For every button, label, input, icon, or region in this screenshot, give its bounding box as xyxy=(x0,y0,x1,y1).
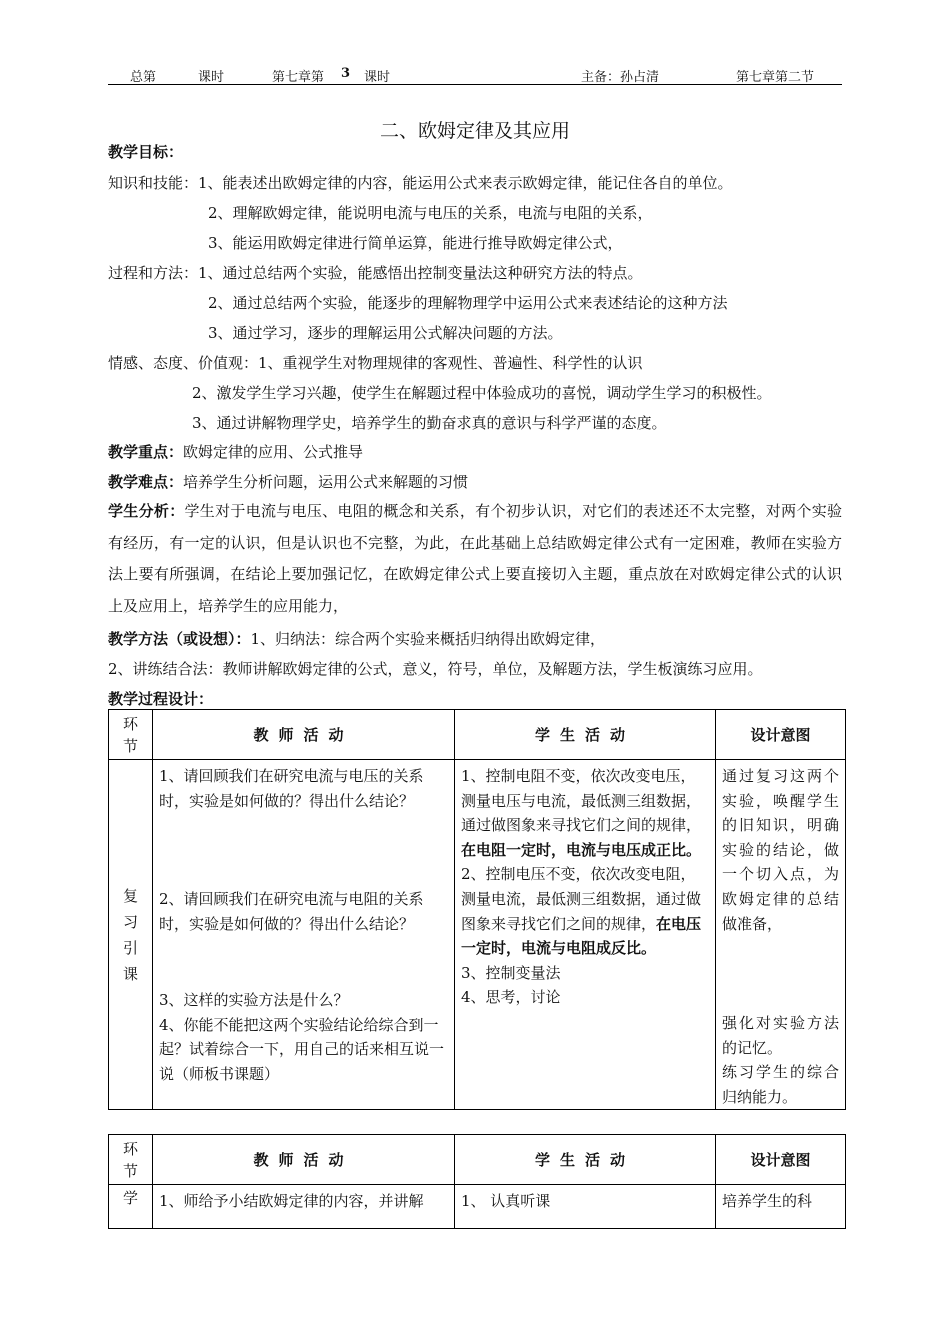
header-lesson-number: 3 xyxy=(341,66,351,81)
intent-2: 强化对实验方法的记忆。 xyxy=(722,1014,839,1057)
header-hours2: 课时 xyxy=(364,70,391,85)
method-text-1: 1、归纳法：综合两个实验来概括归纳得出欧姆定律， xyxy=(250,630,606,648)
method-text-2: 2、讲练结合法：教师讲解欧姆定律的公式，意义，符号，单位，及解题方法，学生板演练习应用。 xyxy=(108,660,763,678)
design-label: 教学过程设计： xyxy=(108,690,214,708)
header-intent-2: 设计意图 xyxy=(716,1135,846,1185)
teacher-q4: 4、你能不能把这两个实验结论给综合到一起？试着综合一下，用自己的话来相互说一说（师板书课题） xyxy=(159,1015,445,1083)
design-intent-2: 培养学生的科 xyxy=(716,1185,846,1229)
student-a2-conclusion: 在电压一定时，电流与电阻成反比。 xyxy=(461,914,702,958)
teaching-method xyxy=(108,628,605,649)
teacher-activities xyxy=(153,760,455,1110)
teacher-q2: 2、请回顾我们在研究电流与电阻的关系时，实验是如何做的？得出什么结论？ xyxy=(159,890,424,933)
student-activity-2: 1、 认真听课 xyxy=(455,1185,716,1229)
student-activities xyxy=(455,760,716,1110)
goal-emotion-2: 2、激发学生学习兴趣，使学生在解题过程中体验成功的喜悦，调动学生学习的积极性。 xyxy=(192,384,772,402)
header-teacher: 教师活动 xyxy=(153,710,455,760)
intent-3: 练习学生的综合归纳能力。 xyxy=(722,1063,839,1106)
header-intent: 设计意图 xyxy=(716,710,846,760)
key-points xyxy=(108,441,363,462)
key-text: 欧姆定律的应用、公式推导 xyxy=(183,443,364,461)
goal-emotion-1: 情感、态度、价值观：1、重视学生对物理规律的客观性、普遍性、科学性的认识 xyxy=(108,354,643,372)
goals-label: 教学目标： xyxy=(108,143,184,161)
header-stage-2: 环节 xyxy=(109,1135,153,1185)
difficulty-points xyxy=(108,471,468,492)
student-a2-text: 2、控制电压不变，依次改变电阻，测量电流，最低测三组数据，通过做图象来寻找它们之间的规律， xyxy=(461,865,702,933)
process-table-2 xyxy=(108,1134,846,1229)
header-section: 第七章第二节 xyxy=(736,70,815,85)
teacher-activity-2: 1、师给予小结欧姆定律的内容，并讲解 xyxy=(153,1185,455,1229)
goal-knowledge-3: 3、能运用欧姆定律进行简单运算，能进行推导欧姆定律公式， xyxy=(208,234,623,252)
header-student-2: 学生活动 xyxy=(455,1135,716,1185)
goal-process-2: 2、通过总结两个实验，能逐步的理解物理学中运用公式来表述结论的这种方法 xyxy=(208,294,728,312)
student-a1-text: 1、控制电阻不变，依次改变电压，测量电压与电流，最低测三组数据，通过做图象来寻找它们之间的规律， xyxy=(461,767,702,835)
goal-process-1: 过程和方法：1、通过总结两个实验，能感悟出控制变量法这种研究方法的特点。 xyxy=(108,264,643,282)
goal-emotion-3: 3、通过讲解物理学史，培养学生的勤奋求真的意识与科学严谨的态度。 xyxy=(192,414,667,432)
intent-1: 通过复习这两个实验，唤醒学生的旧知识，明确实验的结论，做一个切入点，为欧姆定律的总结做准备， xyxy=(722,767,839,933)
header-total: 总第 xyxy=(130,70,157,85)
goal-knowledge-2: 2、理解欧姆定律，能说明电流与电压的关系，电流与电阻的关系， xyxy=(208,204,653,222)
student-a3: 3、控制变量法 xyxy=(461,963,561,982)
header-stage: 环节 xyxy=(109,710,153,760)
process-table-1 xyxy=(108,709,846,1110)
header-chapter: 第七章第 xyxy=(272,70,325,85)
stage-review: 复习引课 xyxy=(109,760,153,1110)
teacher-q3: 3、这样的实验方法是什么？ xyxy=(159,991,349,1009)
header-teacher-2: 教师活动 xyxy=(153,1135,455,1185)
difficulty-label: 教学难点： xyxy=(108,473,184,491)
goal-process-3: 3、通过学习，逐步的理解运用公式解决问题的方法。 xyxy=(208,324,563,342)
difficulty-text: 培养学生分析问题，运用公式来解题的习惯 xyxy=(183,473,469,491)
header-student: 学生活动 xyxy=(455,710,716,760)
page-title: 二、欧姆定律及其应用 xyxy=(379,120,570,142)
analysis-label: 学生分析： xyxy=(108,502,185,520)
header-hours: 课时 xyxy=(198,70,225,85)
analysis-text: 学生对于电流与电压、电阻的概念和关系，有个初步认识，对它们的表述还不太完整，对两个实验有经历，有一定的认识，但是认识也不完整，为此，在此基础上总结欧姆定律公式有一定困难，教师在实验方法上要有所强调，在结论上要加强记忆，在欧姆定律公式上要直接切入主题，重点放在对欧姆定律公式的认识上及应用上，培养学生的应用能力， xyxy=(108,502,842,615)
header-rule xyxy=(108,84,842,85)
method-label: 教学方法（或设想）： xyxy=(108,630,251,648)
key-label: 教学重点： xyxy=(108,443,184,461)
teacher-q1: 1、请回顾我们在研究电流与电压的关系时，实验是如何做的？得出什么结论？ xyxy=(159,767,424,810)
design-intents xyxy=(716,760,846,1110)
student-a4: 4、思考，讨论 xyxy=(461,988,561,1007)
goal-knowledge-1: 知识和技能：1、能表述出欧姆定律的内容，能运用公式来表示欧姆定律，能记住各自的单位。 xyxy=(108,174,733,192)
student-a1-conclusion: 在电阻一定时，电流与电压成正比。 xyxy=(461,840,702,859)
student-a1 xyxy=(461,764,709,862)
student-a2 xyxy=(461,862,709,960)
student-analysis xyxy=(108,496,842,622)
stage-learn: 学 xyxy=(109,1185,153,1229)
header-author: 主备：孙占清 xyxy=(581,70,660,85)
